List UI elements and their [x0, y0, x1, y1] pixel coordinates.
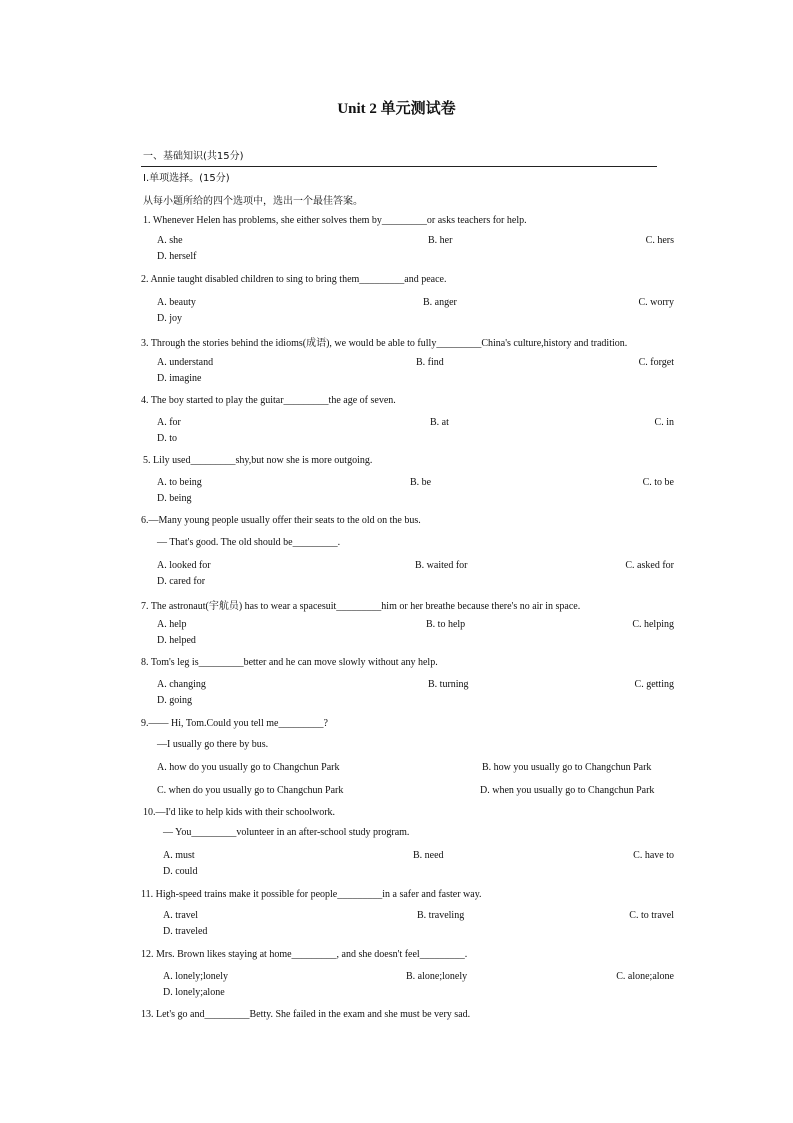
q2-option-c: C. worry: [638, 297, 674, 308]
q1-option-a: A. she: [157, 235, 183, 246]
q7-option-d: D. helped: [157, 635, 196, 646]
q4-option-c: C. in: [654, 417, 674, 428]
q4-option-a: A. for: [157, 417, 181, 428]
q7-option-c: C. helping: [632, 619, 674, 630]
q7-option-a: A. help: [157, 619, 187, 630]
q12-option-c: C. alone;alone: [616, 971, 674, 982]
q5-option-c: C. to be: [642, 477, 674, 488]
q6-option-b: B. waited for: [415, 560, 468, 571]
q8-option-c: C. getting: [634, 679, 674, 690]
q7-option-b: B. to help: [426, 619, 466, 630]
question-12: 12. Mrs. Brown likes staying at home_________, and she doesn't feel_________.: [141, 949, 468, 960]
q3-option-b: B. find: [416, 357, 444, 368]
q10-option-b: B. need: [413, 850, 444, 861]
q1-option-c: C. hers: [645, 235, 674, 246]
q8-option-b: B. turning: [428, 679, 469, 690]
question-13: 13. Let's go and_________Betty. She failed in the exam and she must be very sad.: [141, 1009, 471, 1020]
q10-option-a: A. must: [163, 850, 195, 861]
q9-option-d: D. when you usually go to Changchun Park: [480, 785, 655, 796]
question-2: 2. Annie taught disabled children to sing to bring them_________and peace.: [141, 274, 447, 285]
q4-option-d: D. to: [157, 433, 177, 444]
question-9: 9.—— Hi, Tom.Could you tell me_________?: [141, 718, 328, 729]
q9-option-c: C. when do you usually go to Changchun Park: [157, 785, 344, 796]
q5-option-d: D. being: [157, 493, 192, 504]
q2-option-b: B. anger: [423, 297, 457, 308]
q2-option-a: A. beauty: [157, 297, 196, 308]
question-3: 3. Through the stories behind the idioms(成语), we would be able to fully_________China's culture,history and tradition.: [141, 338, 628, 349]
q11-option-b: B. traveling: [417, 910, 465, 921]
q4-option-b: B. at: [430, 417, 449, 428]
q6-option-d: D. cared for: [157, 576, 206, 587]
instructions: 从每小题所给的四个选项中，选出一个最佳答案。: [143, 196, 363, 207]
q1-option-d: D. herself: [157, 251, 197, 262]
q5-option-b: B. be: [410, 477, 432, 488]
q11-option-d: D. traveled: [163, 926, 208, 937]
q5-option-a: A. to being: [157, 477, 202, 488]
question-4: 4. The boy started to play the guitar_________the age of seven.: [141, 395, 396, 406]
q9-option-b: B. how you usually go to Changchun Park: [482, 762, 652, 773]
question-6: 6.—Many young people usually offer their seats to the old on the bus.: [141, 515, 421, 526]
q3-option-a: A. understand: [157, 357, 214, 368]
q11-option-a: A. travel: [163, 910, 198, 921]
question-8: 8. Tom's leg is_________better and he can move slowly without any help.: [141, 657, 438, 668]
q8-option-a: A. changing: [157, 679, 206, 690]
q6-option-a: A. looked for: [157, 560, 211, 571]
question-6-reply: — That's good. The old should be_________.: [157, 537, 341, 548]
section-divider: [141, 166, 657, 167]
q2-option-d: D. joy: [157, 313, 182, 324]
q10-option-c: C. have to: [633, 850, 674, 861]
q3-option-d: D. imagine: [157, 373, 202, 384]
question-1: 1. Whenever Helen has problems, she either solves them by_________or asks teachers for help.: [143, 215, 527, 226]
question-10: 10.—I'd like to help kids with their schoolwork.: [143, 807, 336, 818]
q12-option-b: B. alone;lonely: [406, 971, 468, 982]
section-heading: 一、基础知识(共15分): [143, 151, 244, 162]
q9-option-a: A. how do you usually go to Changchun Park: [157, 762, 340, 773]
q8-option-d: D. going: [157, 695, 192, 706]
q6-option-c: C. asked for: [625, 560, 674, 571]
q11-option-c: C. to travel: [629, 910, 674, 921]
question-9-reply: —I usually go there by bus.: [157, 739, 269, 750]
q12-option-a: A. lonely;lonely: [163, 971, 228, 982]
question-5: 5. Lily used_________shy,but now she is more outgoing.: [143, 455, 373, 466]
sub-section-heading: Ⅰ.单项选择。(15分): [143, 173, 230, 184]
question-11: 11. High-speed trains make it possible for people_________in a safer and faster way.: [141, 889, 482, 900]
question-7: 7. The astronaut(宇航员) has to wear a spacesuit_________him or her breathe because there's no air in space.: [141, 601, 581, 612]
q12-option-d: D. lonely;alone: [163, 987, 225, 998]
q3-option-c: C. forget: [638, 357, 674, 368]
q1-option-b: B. her: [428, 235, 453, 246]
question-10-reply: — You_________volunteer in an after-school study program.: [163, 827, 410, 838]
q10-option-d: D. could: [163, 866, 198, 877]
page-title: Unit 2 单元测试卷: [337, 101, 456, 117]
